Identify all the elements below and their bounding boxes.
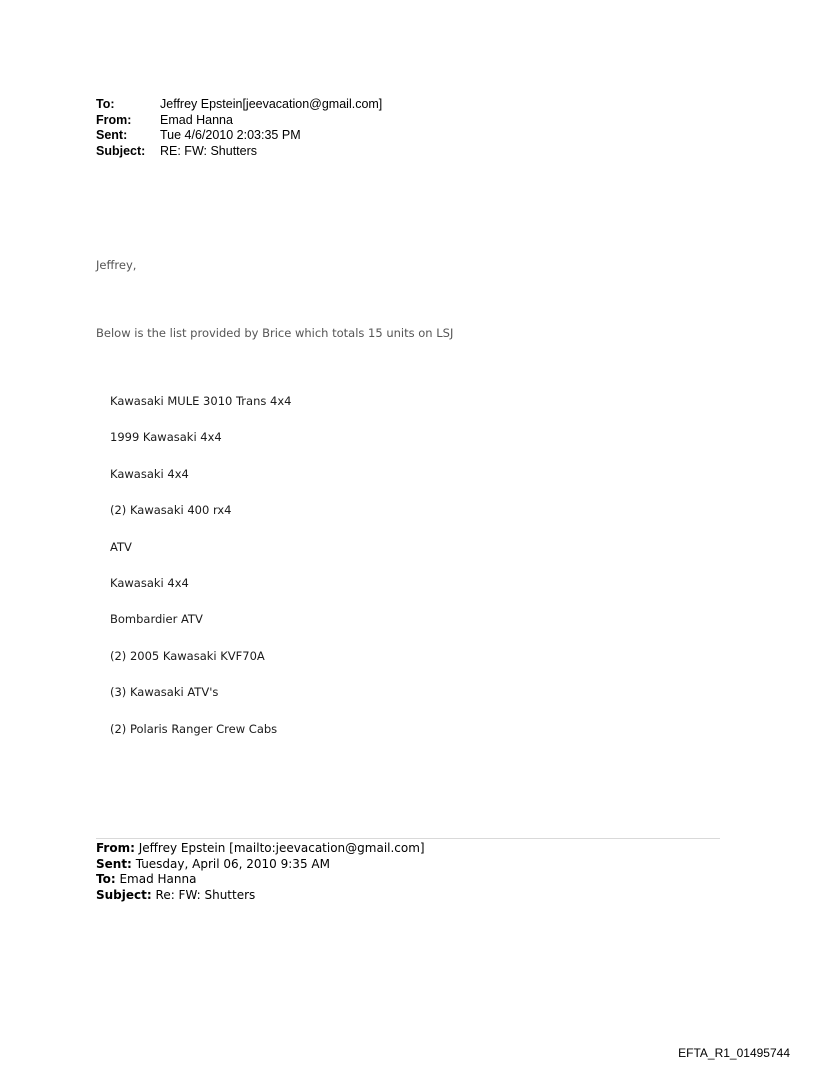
- list-item: Kawasaki 4x4: [110, 575, 189, 590]
- header-to-value: Jeffrey Epstein[jeevacation@gmail.com]: [160, 97, 383, 111]
- header-to-row: [96, 97, 382, 113]
- units-list: [110, 394, 291, 758]
- quoted-subject-value: Re: FW: Shutters: [155, 887, 256, 902]
- header-to-label: To:: [96, 97, 115, 111]
- document-id: EFTA_R1_01495744: [678, 1046, 790, 1060]
- intro-line: Below is the list provided by Brice which totals 15 units on LSJ: [96, 326, 454, 340]
- list-item: (2) 2005 Kawasaki KVF70A: [110, 648, 265, 663]
- header-from-value: Emad Hanna: [160, 112, 233, 127]
- header-subject-label: Subject:: [96, 143, 146, 158]
- email-header: [96, 97, 382, 159]
- header-sent-label: Sent:: [96, 128, 128, 142]
- header-sent-row: [96, 128, 382, 144]
- quoted-sent-label: Sent:: [96, 856, 132, 871]
- list-item: (2) Kawasaki 400 rx4: [110, 503, 232, 518]
- greeting: Jeffrey,: [96, 258, 137, 272]
- quoted-to-row: [96, 872, 425, 888]
- header-from-label: From:: [96, 112, 132, 127]
- quote-divider: [96, 838, 720, 839]
- header-subject-row: [96, 144, 382, 160]
- quoted-sent-row: [96, 857, 425, 873]
- quoted-header: [96, 841, 425, 903]
- quoted-from-value: Jeffrey Epstein [mailto:jeevacation@gmail.com]: [138, 841, 425, 855]
- list-item: Bombardier ATV: [110, 612, 203, 627]
- quoted-to-value: Emad Hanna: [119, 872, 197, 886]
- header-from-row: [96, 113, 382, 129]
- list-item: (3) Kawasaki ATV's: [110, 685, 219, 700]
- quoted-from-row: [96, 841, 425, 857]
- quoted-subject-label: Subject:: [96, 887, 152, 902]
- list-item: 1999 Kawasaki 4x4: [110, 430, 222, 445]
- list-item: Kawasaki 4x4: [110, 466, 189, 481]
- list-item: (2) Polaris Ranger Crew Cabs: [110, 721, 278, 736]
- list-item: Kawasaki MULE 3010 Trans 4x4: [110, 394, 292, 408]
- list-item: ATV: [110, 539, 132, 554]
- quoted-sent-value: Tuesday, April 06, 2010 9:35 AM: [135, 856, 330, 871]
- header-sent-value: Tue 4/6/2010 2:03:35 PM: [160, 128, 301, 142]
- quoted-subject-row: [96, 888, 425, 904]
- quoted-to-label: To:: [96, 872, 116, 886]
- header-subject-value: RE: FW: Shutters: [160, 143, 258, 158]
- quoted-from-label: From:: [96, 841, 135, 855]
